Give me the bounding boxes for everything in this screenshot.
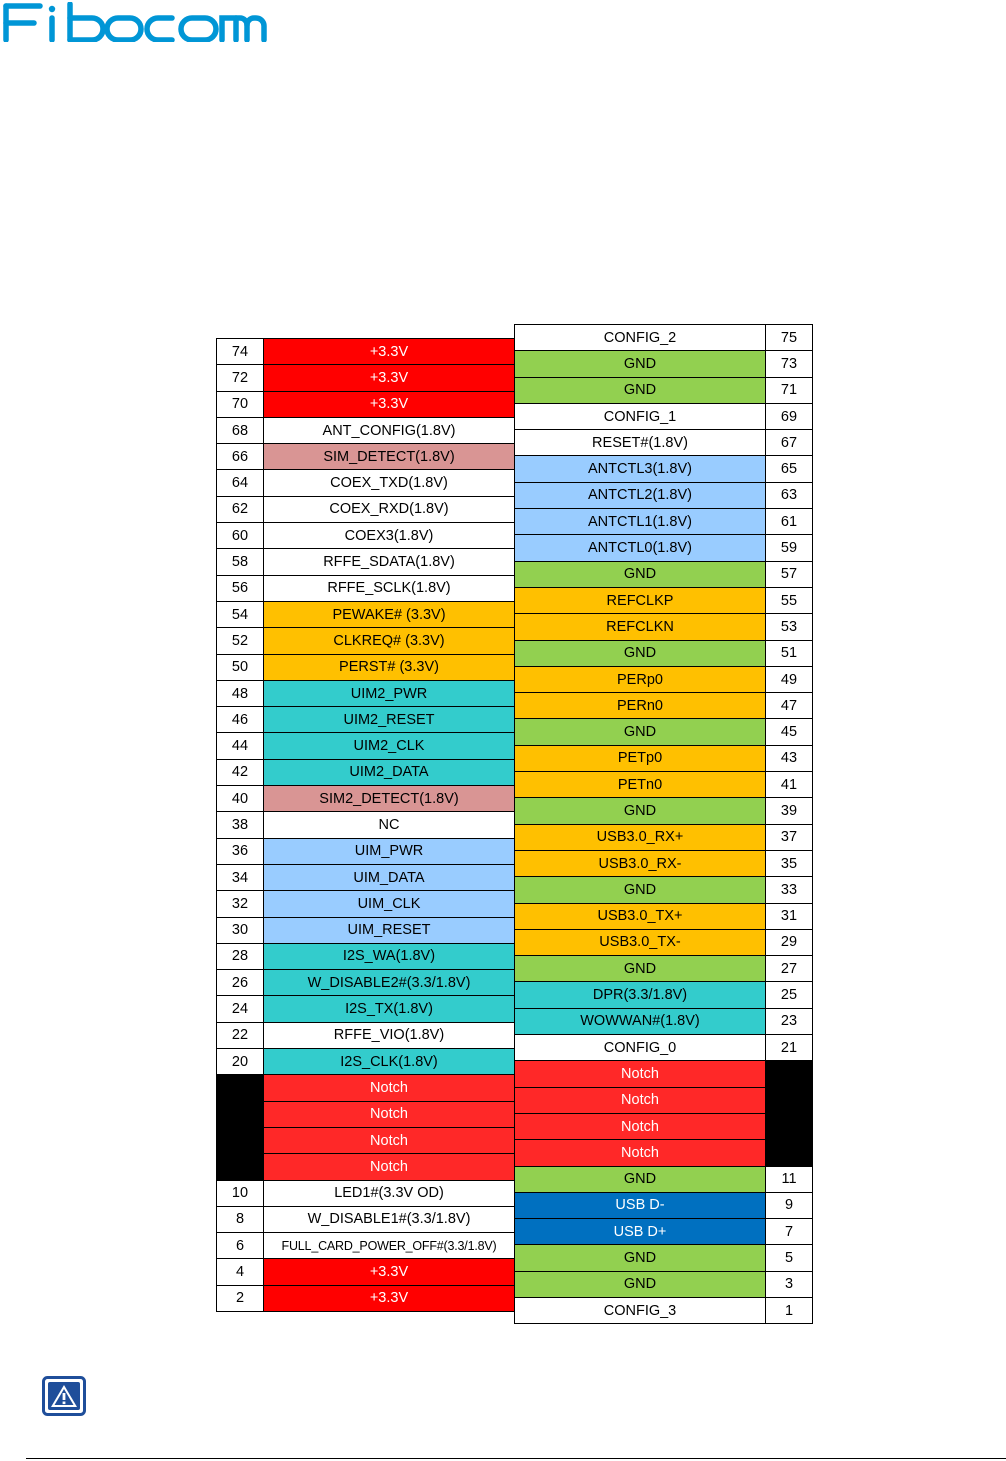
pin-row	[515, 929, 813, 955]
pin-row	[217, 1233, 515, 1259]
signal-name: RFFE_VIO(1.8V)	[264, 1022, 515, 1048]
pin-number: 50	[217, 654, 264, 680]
signal-name: CLKREQ# (3.3V)	[264, 628, 515, 654]
signal-name: UIM_DATA	[264, 864, 515, 890]
footer-divider	[26, 1458, 1006, 1459]
pin-number: 48	[217, 680, 264, 706]
signal-name: DPR(3.3/1.8V)	[515, 982, 766, 1008]
pin-number: 53	[766, 614, 813, 640]
signal-name: REFCLKN	[515, 614, 766, 640]
signal-name: I2S_TX(1.8V)	[264, 996, 515, 1022]
pin-number: 6	[217, 1233, 264, 1259]
signal-name: PETp0	[515, 745, 766, 771]
pin-number: 4	[217, 1259, 264, 1285]
pin-number: 42	[217, 759, 264, 785]
pin-number: 35	[766, 850, 813, 876]
signal-name: RFFE_SDATA(1.8V)	[264, 549, 515, 575]
pin-row	[515, 509, 813, 535]
signal-name: +3.3V	[264, 1259, 515, 1285]
pin-row	[515, 772, 813, 798]
signal-name: WOWWAN#(1.8V)	[515, 1008, 766, 1034]
pin-number: 1	[766, 1297, 813, 1323]
pin-row	[515, 640, 813, 666]
pin-row	[515, 1297, 813, 1323]
pin-row	[515, 824, 813, 850]
signal-name: USB3.0_TX+	[515, 903, 766, 929]
notch-cell: Notch	[515, 1140, 766, 1166]
signal-name: GND	[515, 1271, 766, 1297]
signal-name: W_DISABLE1#(3.3/1.8V)	[264, 1206, 515, 1232]
pin-number: 49	[766, 666, 813, 692]
pin-number: 45	[766, 719, 813, 745]
pinout-right-table	[514, 324, 813, 1324]
pin-row	[515, 850, 813, 876]
pin-row	[217, 786, 515, 812]
notch-cell: Notch	[515, 1113, 766, 1139]
pin-number: 55	[766, 587, 813, 613]
pin-number: 43	[766, 745, 813, 771]
pin-row	[217, 996, 515, 1022]
signal-name: +3.3V	[264, 391, 515, 417]
signal-name: RFFE_SCLK(1.8V)	[264, 575, 515, 601]
pin-row	[217, 917, 515, 943]
signal-name: +3.3V	[264, 365, 515, 391]
pin-row	[217, 1049, 515, 1075]
pin-row	[515, 1271, 813, 1297]
pin-row	[217, 970, 515, 996]
pin-number: 44	[217, 733, 264, 759]
signal-name: GND	[515, 377, 766, 403]
signal-name: CONFIG_3	[515, 1297, 766, 1323]
pin-number: 33	[766, 877, 813, 903]
signal-name: PERn0	[515, 693, 766, 719]
pin-row	[217, 943, 515, 969]
signal-name: PETn0	[515, 772, 766, 798]
signal-name: GND	[515, 1245, 766, 1271]
signal-name: GND	[515, 719, 766, 745]
pin-number: 24	[217, 996, 264, 1022]
signal-name: CONFIG_0	[515, 1035, 766, 1061]
pin-number: 25	[766, 982, 813, 1008]
pin-number: 30	[217, 917, 264, 943]
signal-name: COEX_RXD(1.8V)	[264, 496, 515, 522]
signal-name: UIM_CLK	[264, 891, 515, 917]
signal-name: I2S_CLK(1.8V)	[264, 1049, 515, 1075]
pin-number: 58	[217, 549, 264, 575]
pin-number: 72	[217, 365, 264, 391]
pin-row	[217, 707, 515, 733]
warning-icon	[42, 1376, 86, 1416]
pin-row	[217, 838, 515, 864]
signal-name: USB D+	[515, 1219, 766, 1245]
signal-name: UIM2_RESET	[264, 707, 515, 733]
pin-row	[217, 1180, 515, 1206]
pin-row	[515, 430, 813, 456]
pin-row	[217, 891, 515, 917]
signal-name: GND	[515, 351, 766, 377]
pin-number: 23	[766, 1008, 813, 1034]
pin-number: 52	[217, 628, 264, 654]
pin-row	[515, 561, 813, 587]
pin-number: 63	[766, 482, 813, 508]
pin-row	[515, 1061, 813, 1087]
pin-row	[515, 693, 813, 719]
signal-name: PERST# (3.3V)	[264, 654, 515, 680]
pin-number: 2	[217, 1285, 264, 1311]
signal-name: +3.3V	[264, 1285, 515, 1311]
pin-number: 68	[217, 417, 264, 443]
pin-number: 26	[217, 970, 264, 996]
signal-name: GND	[515, 956, 766, 982]
pin-row	[515, 956, 813, 982]
signal-name: PERp0	[515, 666, 766, 692]
notch-pin-cell	[217, 1075, 264, 1180]
pin-number: 5	[766, 1245, 813, 1271]
pin-row	[217, 417, 515, 443]
pin-number: 54	[217, 601, 264, 627]
pin-number: 34	[217, 864, 264, 890]
notch-cell: Notch	[264, 1127, 515, 1153]
notch-pin-cell	[766, 1061, 813, 1166]
signal-name: UIM_RESET	[264, 917, 515, 943]
pin-row	[217, 1206, 515, 1232]
signal-name: CONFIG_1	[515, 403, 766, 429]
signal-name: ANT_CONFIG(1.8V)	[264, 417, 515, 443]
signal-name: GND	[515, 877, 766, 903]
pin-row	[217, 391, 515, 417]
signal-name: UIM2_PWR	[264, 680, 515, 706]
pin-number: 9	[766, 1192, 813, 1218]
signal-name: ANTCTL1(1.8V)	[515, 509, 766, 535]
signal-name: COEX_TXD(1.8V)	[264, 470, 515, 496]
pin-row	[515, 903, 813, 929]
pin-row	[217, 496, 515, 522]
pin-row	[217, 1022, 515, 1048]
signal-name: ANTCTL2(1.8V)	[515, 482, 766, 508]
signal-name: UIM2_DATA	[264, 759, 515, 785]
pin-number: 27	[766, 956, 813, 982]
pin-number: 71	[766, 377, 813, 403]
pin-number: 47	[766, 693, 813, 719]
pin-row	[217, 339, 515, 365]
signal-name: W_DISABLE2#(3.3/1.8V)	[264, 970, 515, 996]
pin-number: 39	[766, 798, 813, 824]
signal-name: GND	[515, 798, 766, 824]
signal-name: USB3.0_RX-	[515, 850, 766, 876]
pin-number: 62	[217, 496, 264, 522]
pin-row	[217, 680, 515, 706]
pin-row	[515, 1192, 813, 1218]
pin-row	[217, 523, 515, 549]
pin-number: 29	[766, 929, 813, 955]
signal-name: USB D-	[515, 1192, 766, 1218]
pin-row	[217, 444, 515, 470]
pin-number: 60	[217, 523, 264, 549]
pin-row	[515, 798, 813, 824]
notch-cell: Notch	[264, 1075, 515, 1101]
pin-number: 73	[766, 351, 813, 377]
pin-row	[515, 719, 813, 745]
pin-row	[515, 456, 813, 482]
notch-cell: Notch	[264, 1154, 515, 1180]
pin-number: 32	[217, 891, 264, 917]
notch-cell: Notch	[264, 1101, 515, 1127]
signal-name: LED1#(3.3V OD)	[264, 1180, 515, 1206]
pin-row	[515, 1008, 813, 1034]
pin-row	[515, 1219, 813, 1245]
pin-row	[515, 745, 813, 771]
pin-number: 20	[217, 1049, 264, 1075]
pin-number: 70	[217, 391, 264, 417]
signal-name: SIM2_DETECT(1.8V)	[264, 786, 515, 812]
pin-row	[217, 654, 515, 680]
pin-number: 61	[766, 509, 813, 535]
signal-name: UIM2_CLK	[264, 733, 515, 759]
pin-number: 10	[217, 1180, 264, 1206]
signal-name: RESET#(1.8V)	[515, 430, 766, 456]
pin-number: 40	[217, 786, 264, 812]
pin-row	[515, 587, 813, 613]
signal-name: ANTCTL3(1.8V)	[515, 456, 766, 482]
signal-name: +3.3V	[264, 339, 515, 365]
signal-name: USB3.0_RX+	[515, 824, 766, 850]
pin-number: 28	[217, 943, 264, 969]
signal-name: UIM_PWR	[264, 838, 515, 864]
pin-number: 67	[766, 430, 813, 456]
signal-name: ANTCTL0(1.8V)	[515, 535, 766, 561]
pin-number: 59	[766, 535, 813, 561]
pin-row	[217, 575, 515, 601]
pin-row	[217, 1075, 515, 1101]
pin-row	[217, 601, 515, 627]
signal-name: I2S_WA(1.8V)	[264, 943, 515, 969]
pin-number: 57	[766, 561, 813, 587]
pin-number: 36	[217, 838, 264, 864]
pin-number: 7	[766, 1219, 813, 1245]
pin-row	[515, 982, 813, 1008]
pin-row	[515, 403, 813, 429]
pin-number: 74	[217, 339, 264, 365]
pin-row	[515, 877, 813, 903]
signal-name: GND	[515, 561, 766, 587]
pin-number: 75	[766, 325, 813, 351]
pin-number: 41	[766, 772, 813, 798]
signal-name: SIM_DETECT(1.8V)	[264, 444, 515, 470]
pin-number: 66	[217, 444, 264, 470]
pin-row	[217, 628, 515, 654]
pin-number: 21	[766, 1035, 813, 1061]
pin-row	[515, 377, 813, 403]
pin-row	[217, 365, 515, 391]
pinout-left-table	[216, 338, 515, 1312]
signal-name: GND	[515, 1166, 766, 1192]
pin-number: 31	[766, 903, 813, 929]
signal-name: GND	[515, 640, 766, 666]
pin-row	[217, 759, 515, 785]
pin-row	[515, 535, 813, 561]
pin-number: 11	[766, 1166, 813, 1192]
signal-name: FULL_CARD_POWER_OFF#(3.3/1.8V)	[264, 1233, 515, 1259]
pin-row	[515, 666, 813, 692]
pin-number: 22	[217, 1022, 264, 1048]
pin-row	[515, 1166, 813, 1192]
pin-row	[515, 1035, 813, 1061]
pin-number: 69	[766, 403, 813, 429]
pin-number: 46	[217, 707, 264, 733]
pin-row	[217, 1285, 515, 1311]
fibocom-logo	[0, 2, 268, 42]
pin-number: 64	[217, 470, 264, 496]
pin-number: 56	[217, 575, 264, 601]
pin-row	[217, 864, 515, 890]
signal-name: COEX3(1.8V)	[264, 523, 515, 549]
notch-cell: Notch	[515, 1061, 766, 1087]
pin-number: 51	[766, 640, 813, 666]
signal-name: CONFIG_2	[515, 325, 766, 351]
pin-number: 38	[217, 812, 264, 838]
signal-name: NC	[264, 812, 515, 838]
pin-number: 3	[766, 1271, 813, 1297]
pin-row	[217, 549, 515, 575]
pin-row	[515, 325, 813, 351]
pin-row	[515, 1245, 813, 1271]
pin-row	[515, 351, 813, 377]
pin-number: 65	[766, 456, 813, 482]
pin-row	[217, 812, 515, 838]
notch-cell: Notch	[515, 1087, 766, 1113]
pin-row	[217, 1259, 515, 1285]
pin-row	[515, 482, 813, 508]
pin-row	[515, 614, 813, 640]
pin-number: 8	[217, 1206, 264, 1232]
signal-name: REFCLKP	[515, 587, 766, 613]
pin-number: 37	[766, 824, 813, 850]
signal-name: USB3.0_TX-	[515, 929, 766, 955]
pin-row	[217, 733, 515, 759]
signal-name: PEWAKE# (3.3V)	[264, 601, 515, 627]
pin-row	[217, 470, 515, 496]
